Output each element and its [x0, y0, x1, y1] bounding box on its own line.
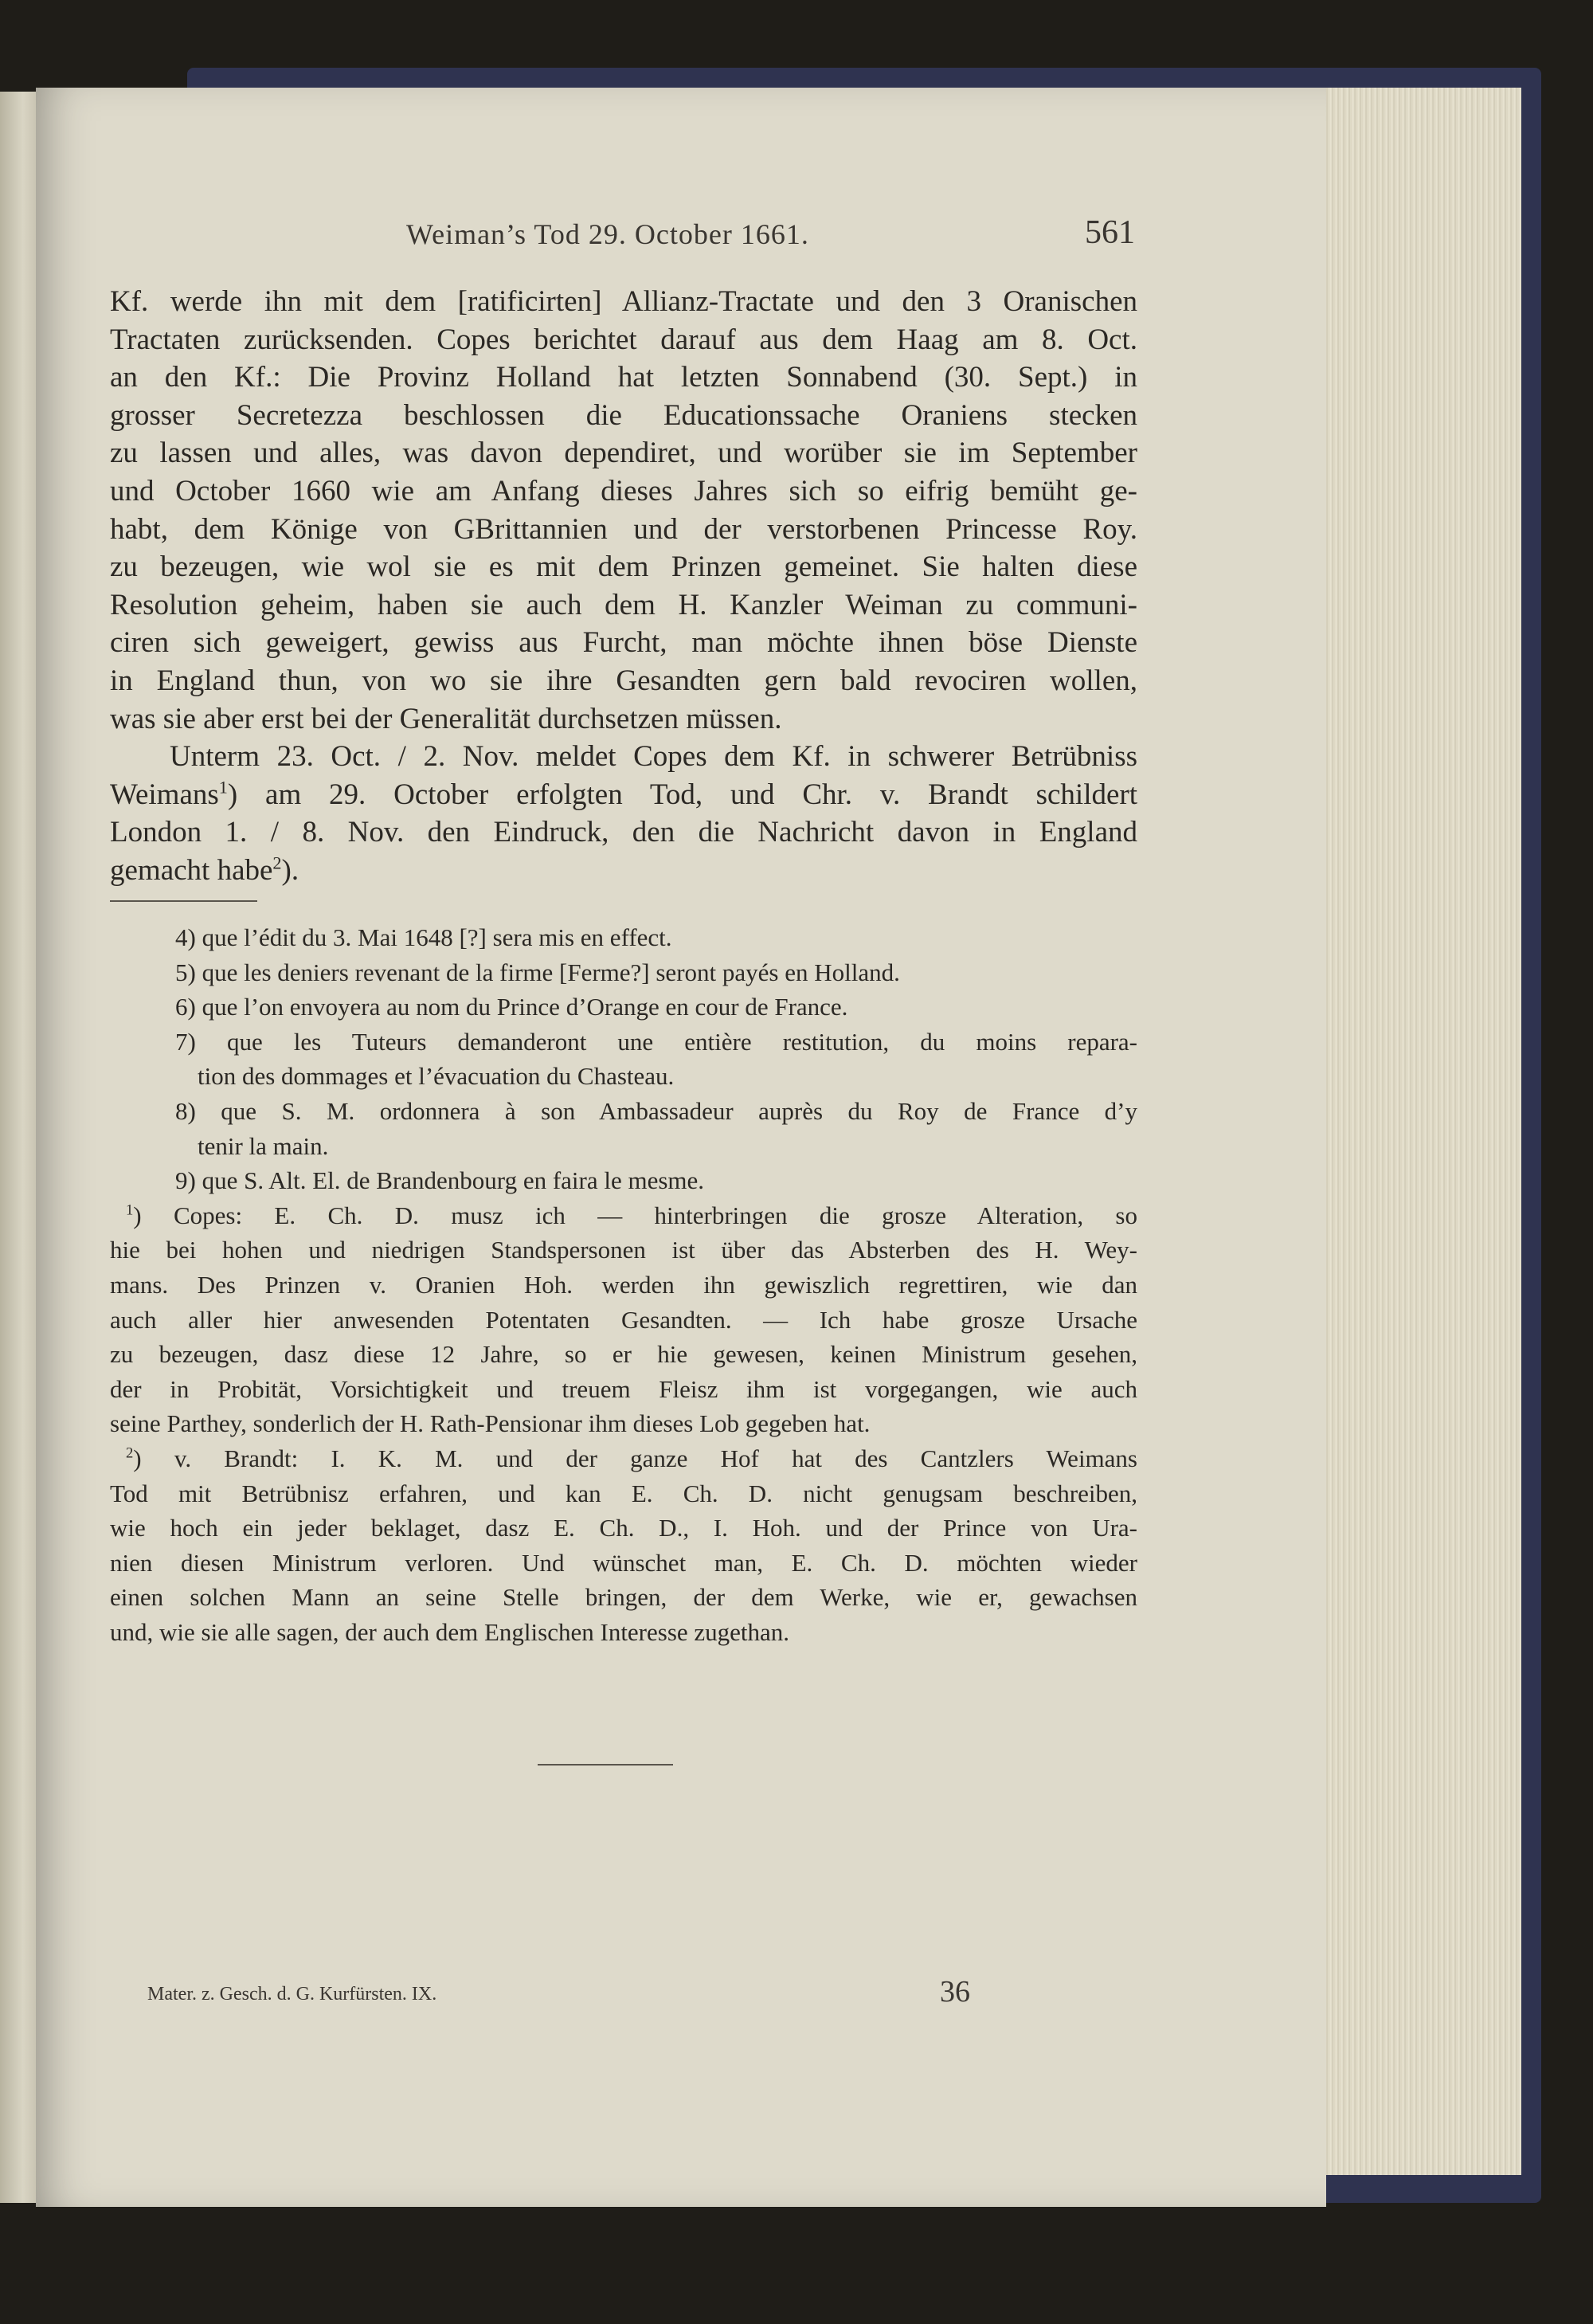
- footnote-line: zu bezeugen, dasz diese 12 Jahre, so er hie gewesen, keinen Ministrum gesehen,: [110, 1340, 1137, 1369]
- list-item: [110, 1025, 1137, 1060]
- text-line: zu lassen und alles, was davon dependiret, und worüber sie im September: [110, 437, 1137, 470]
- item-number: 5): [175, 958, 196, 986]
- footnote-line: hie bei hohen und niedrigen Standspersonen ist über das Absterben des H. Wey-: [110, 1236, 1137, 1264]
- text-line: zu bezeugen, wie wol sie es mit dem Prinzen gemeinet. Sie halten diese: [110, 551, 1137, 584]
- left-page-edge: [0, 92, 38, 2203]
- text-line: Unterm 23. Oct. / 2. Nov. meldet Copes dem Kf. in schwerer Betrübniss: [170, 740, 1137, 774]
- footnote-line: wie hoch ein jeder beklaget, dasz E. Ch. D., I. Hoh. und der Prince von Ura-: [110, 1514, 1137, 1542]
- item-text: que S. Alt. El. de Brandenbourg en faira le mesme.: [202, 1166, 705, 1195]
- footnote-line: auch aller hier anwesenden Potentaten Gesandten. — Ich habe grosze Ursache: [110, 1305, 1137, 1334]
- item-text: que l’édit du 3. Mai 1648 [?] sera mis en effect.: [202, 923, 672, 951]
- text-span: ) v. Brandt: I. K. M. und der ganze Hof hat des Cantzlers Weimans: [133, 1444, 1137, 1472]
- text-line: Resolution geheim, haben sie auch dem H. Kanzler Weiman zu communi-: [110, 588, 1137, 621]
- footnotes: [110, 920, 1137, 1649]
- item-text: que S. M. ordonnera à son Ambassadeur auprès du Roy de France d’y: [221, 1096, 1137, 1125]
- list-item: [110, 990, 1137, 1025]
- list-item-cont: tion des dommages et l’évacuation du Chasteau.: [198, 1062, 675, 1091]
- text-span: ).: [281, 853, 299, 887]
- list-item: [110, 1094, 1137, 1129]
- footnote-line: und, wie sie alle sagen, der auch dem Englischen Interesse zugethan.: [110, 1617, 790, 1646]
- text-line: in England thun, von wo sie ihre Gesandten gern bald revociren wollen,: [110, 664, 1137, 697]
- footnote-mark: 1: [126, 1201, 134, 1219]
- text-span: Weimans: [110, 778, 219, 811]
- series-title: Mater. z. Gesch. d. G. Kurfürsten. IX.: [147, 1984, 437, 2005]
- text-line: grosser Secretezza beschlossen die Educationssache Oraniens stecken: [110, 398, 1137, 432]
- footnote-ref: 2: [272, 852, 282, 873]
- footnote-line: [110, 1441, 1137, 1476]
- text-line: Kf. werde ihn mit dem [ratificirten] Allianz-Tractate und den 3 Oranischen: [110, 285, 1137, 318]
- text-line: London 1. / 8. Nov. den Eindruck, den die Nachricht davon in England: [110, 816, 1137, 849]
- text-span: ) Copes: E. Ch. D. musz ich — hinterbringen die grosze Alteration, so: [133, 1201, 1137, 1229]
- footnote-rule: [110, 900, 257, 902]
- text-line: und October 1660 wie am Anfang dieses Jahres sich so eifrig bemüht ge-: [110, 474, 1137, 508]
- footnote-line: seine Parthey, sonderlich der H. Rath-Pensionar ihm dieses Lob gegeben hat.: [110, 1409, 871, 1438]
- text-line: was sie aber erst bei der Generalität durchsetzen müssen.: [110, 702, 782, 735]
- text-span: ) am 29. October erfolgten Tod, und Chr. v. Brandt schildert: [227, 778, 1137, 811]
- footnote-ref: 1: [218, 777, 228, 798]
- footnote-line: Tod mit Betrübnisz erfahren, und kan E. Ch. D. nicht genugsam beschreiben,: [110, 1479, 1137, 1507]
- text-line: an den Kf.: Die Provinz Holland hat letzten Sonnabend (30. Sept.) in: [110, 361, 1137, 394]
- item-text: que les Tuteurs demanderont une entière restitution, du moins repara-: [226, 1027, 1138, 1056]
- footnote-line: mans. Des Prinzen v. Oranien Hoh. werden ihn gewiszlich regrettiren, wie dan: [110, 1270, 1137, 1299]
- item-number: 8): [175, 1096, 196, 1125]
- text-line: Tractaten zurücksenden. Copes berichtet darauf aus dem Haag am 8. Oct.: [110, 323, 1137, 356]
- footnote-line: einen solchen Mann an seine Stelle bringen, der dem Werke, wie er, gewachsen: [110, 1583, 1137, 1612]
- item-number: 7): [175, 1027, 196, 1056]
- page-edges: [1306, 88, 1521, 2175]
- text-line: [110, 776, 1137, 814]
- list-item: [110, 920, 1137, 955]
- footnote-line: [110, 1198, 1137, 1233]
- item-text: que l’on envoyera au nom du Prince d’Orange en cour de France.: [202, 993, 848, 1021]
- footnote-line: der in Probität, Vorsichtigkeit und treuem Fleisz ihm ist vorgegangen, wie auch: [110, 1374, 1137, 1403]
- page-number: 561: [1085, 214, 1135, 251]
- item-number: 6): [175, 993, 196, 1021]
- text-line: ciren sich geweigert, gewiss aus Furcht, man möchte ihnen böse Dienste: [110, 626, 1137, 660]
- item-number: 4): [175, 923, 196, 951]
- footnote-mark: 2: [126, 1444, 134, 1462]
- footnote-line: nien diesen Ministrum verloren. Und wünschet man, E. Ch. D. möchten wieder: [110, 1548, 1137, 1577]
- signature-mark: 36: [940, 1975, 970, 2009]
- list-item: [110, 1163, 1137, 1198]
- item-number: 9): [175, 1166, 196, 1195]
- text-line: habt, dem Könige von GBrittannien und der verstorbenen Princesse Roy.: [110, 512, 1137, 546]
- section-rule: [538, 1764, 673, 1766]
- list-item: [110, 955, 1137, 990]
- running-head: Weiman’s Tod 29. October 1661.: [406, 218, 809, 250]
- text-line: [110, 852, 1137, 890]
- item-text: que les deniers revenant de la firme [Ferme?] seront payés en Holland.: [202, 958, 900, 986]
- text-span: gemacht habe: [110, 853, 273, 887]
- list-item-cont: tenir la main.: [198, 1131, 329, 1160]
- main-text: [110, 283, 1137, 890]
